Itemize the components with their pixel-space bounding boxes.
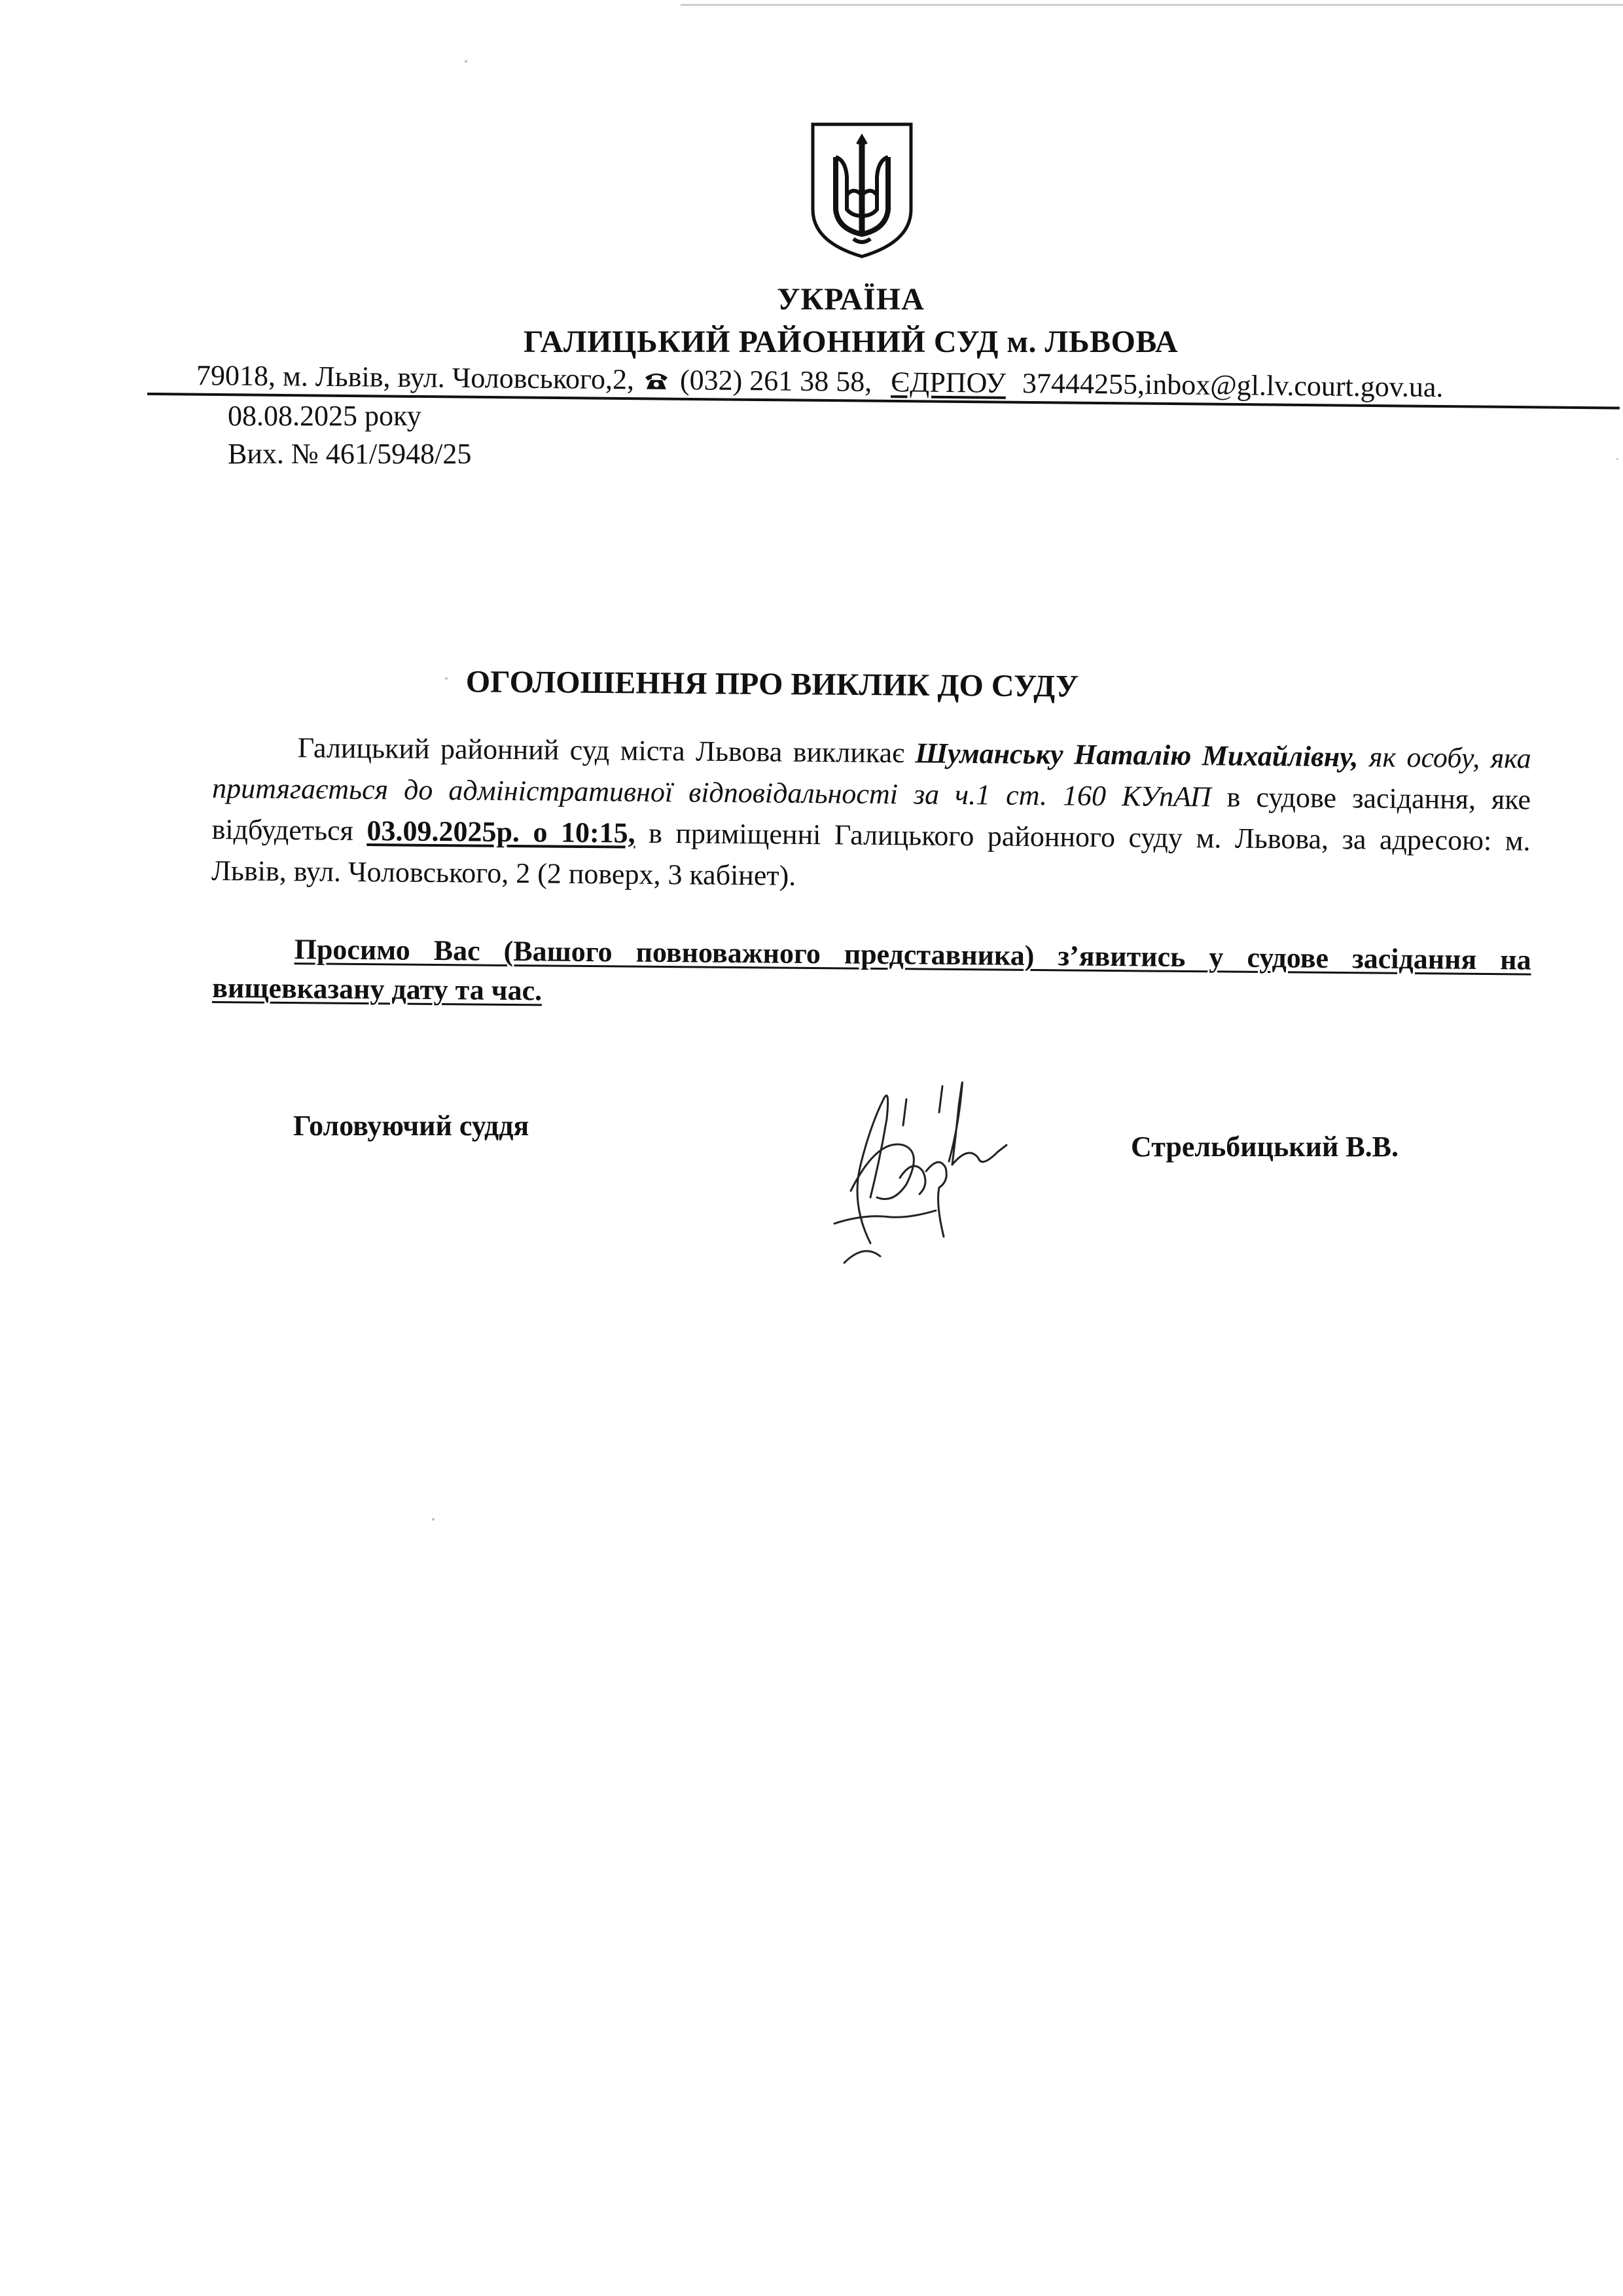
outgoing-number: Вих. № 461/5948/25 bbox=[228, 438, 472, 470]
document-date: 08.08.2025 року bbox=[228, 400, 421, 432]
scan-speck bbox=[1616, 458, 1618, 460]
body-part2: в судове засідання, яке відбудеться bbox=[211, 781, 1531, 847]
edrpou-and-email: 37444255,inbox@gl.lv.court.gov.ua. bbox=[1022, 367, 1444, 404]
hearing-datetime: 03.09.2025р. о 10:15, bbox=[366, 815, 635, 849]
header-address-line bbox=[196, 359, 1603, 406]
scan-edge-mark bbox=[681, 4, 1623, 6]
scan-speck bbox=[445, 677, 448, 680]
handwritten-signature bbox=[772, 1047, 1021, 1282]
request-text: Просимо Вас (Вашого повноважного представника) з’явитись у судове засідання на вищевказану дату та час. bbox=[212, 933, 1531, 1007]
body-part3: в приміщенні Галицького районного суду м. Львова, за адресою: м. Львів, вул. Чоловського, 2 (2 поверх, 3 кабінет). bbox=[211, 817, 1531, 892]
edrpou-label: ЄДРПОУ bbox=[891, 366, 1007, 399]
scan-speck bbox=[432, 1518, 435, 1521]
legal-status: як особу, яка притягається до адміністративної відповідальності за ч.1 ст. 160 КУпАП bbox=[211, 741, 1531, 813]
presiding-judge-label: Головуючий суддя bbox=[293, 1110, 529, 1142]
summons-paragraph bbox=[211, 726, 1531, 903]
appearance-request bbox=[212, 929, 1531, 1019]
document-title: ОГОЛОШЕННЯ ПРО ВИКЛИК ДО СУДУ bbox=[465, 664, 1079, 704]
phone-number: (032) 261 38 58, bbox=[679, 364, 872, 398]
body-part1: Галицький районний суд міста Львова викликає bbox=[297, 732, 916, 769]
summoned-person-name: Шуманську Наталію Михайлівну, bbox=[915, 737, 1359, 773]
header-country: УКРАЇНА bbox=[777, 282, 925, 317]
scan-speck bbox=[465, 60, 467, 63]
telephone-icon bbox=[644, 371, 669, 391]
header-court-name: ГАЛИЦЬКИЙ РАЙОННИЙ СУД м. ЛЬВОВА bbox=[523, 325, 1179, 359]
judge-name: Стрельбицький В.В. bbox=[1131, 1131, 1399, 1163]
address-text: 79018, м. Львів, вул. Чоловського,2, bbox=[196, 359, 635, 396]
coat-of-arms-icon bbox=[806, 118, 918, 262]
